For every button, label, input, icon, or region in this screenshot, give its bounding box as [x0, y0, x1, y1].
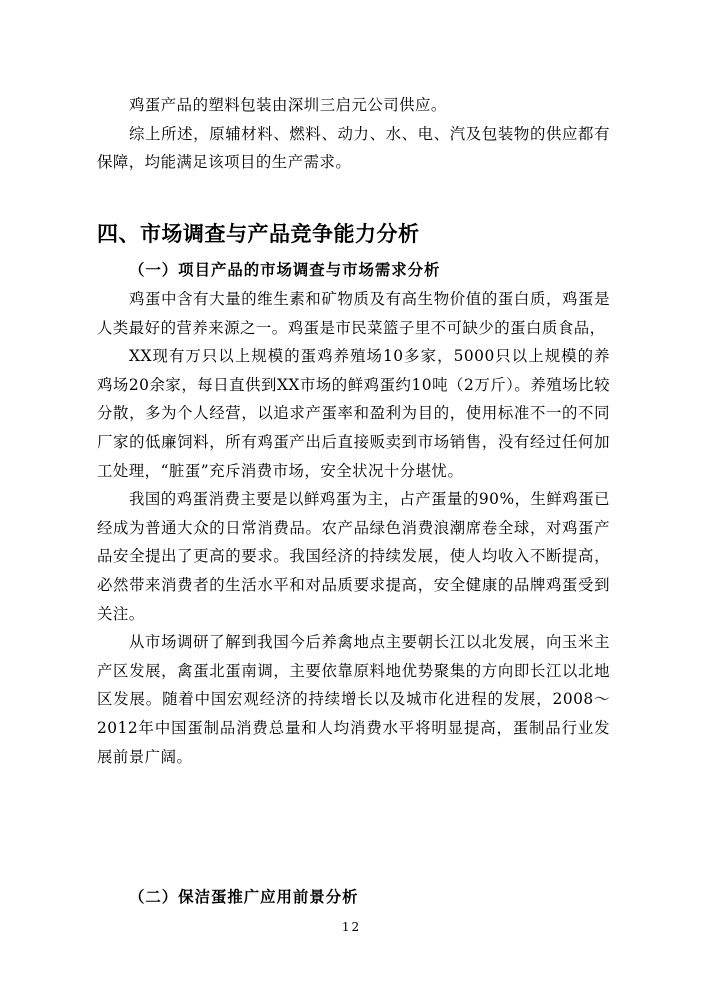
- section-title: 四、市场调查与产品竞争能力分析: [97, 222, 420, 246]
- paragraph-local-farms: XX现有万只以上规模的蛋鸡养殖场10多家，5000只以上规模的养鸡场20余家，每日直供到XX市场的鲜鸡蛋约10吨（2万斤）。养殖场比较分散，多为个人经营，以追求产蛋率和盈利为目的，使用标准不一的不同厂家的低廉饲料，所有鸡蛋产出后直接贩卖到市场销售，没有经过任何加工处理，“脏蛋”充斥消费市场，安全状况十分堪忧。: [97, 347, 610, 480]
- subsection-title-clean-egg: （二）保洁蛋推广应用前景分析: [129, 888, 359, 906]
- paragraph-supply-summary: 综上所述，原辅材料、燃料、动力、水、电、汽及包装物的供应都有保障，均能满足该项目的生产需求。: [97, 124, 610, 172]
- intro-section: [97, 91, 610, 177]
- page-number: 12: [341, 920, 362, 934]
- paragraph-market-research: 从市场调研了解到我国今后养禽地点主要朝长江以北发展，向玉米主产区发展，禽蛋北蛋南调，主要依靠原料地优势聚集的方向即长江以北地区发展。随着中国宏观经济的持续增长以及城市化进程的发展，2008～2012年中国蛋制品消费总量和人均消费水平将明显提高，蛋制品行业发展前景广阔。: [97, 633, 610, 766]
- paragraph-consumption: 我国的鸡蛋消费主要是以鲜鸡蛋为主，占产蛋量的90%，生鲜鸡蛋已经成为普通大众的日常消费品。农产品绿色消费浪潮席卷全球，对鸡蛋产品安全提出了更高的要求。我国经济的持续发展，使人均收入不断提高，必然带来消费者的生活水平和对品质要求提高，安全健康的品牌鸡蛋受到关注。: [97, 490, 610, 623]
- market-analysis-body: [97, 285, 610, 771]
- subsection-title-market-demand: （一）项目产品的市场调查与市场需求分析: [129, 261, 441, 279]
- paragraph-egg-nutrition: 鸡蛋中含有大量的维生素和矿物质及有高生物价值的蛋白质，鸡蛋是人类最好的营养来源之一。鸡蛋是市民菜篮子里不可缺少的蛋白质食品，: [97, 290, 610, 337]
- paragraph-packaging-supply: 鸡蛋产品的塑料包装由深圳三启元公司供应。: [129, 96, 447, 114]
